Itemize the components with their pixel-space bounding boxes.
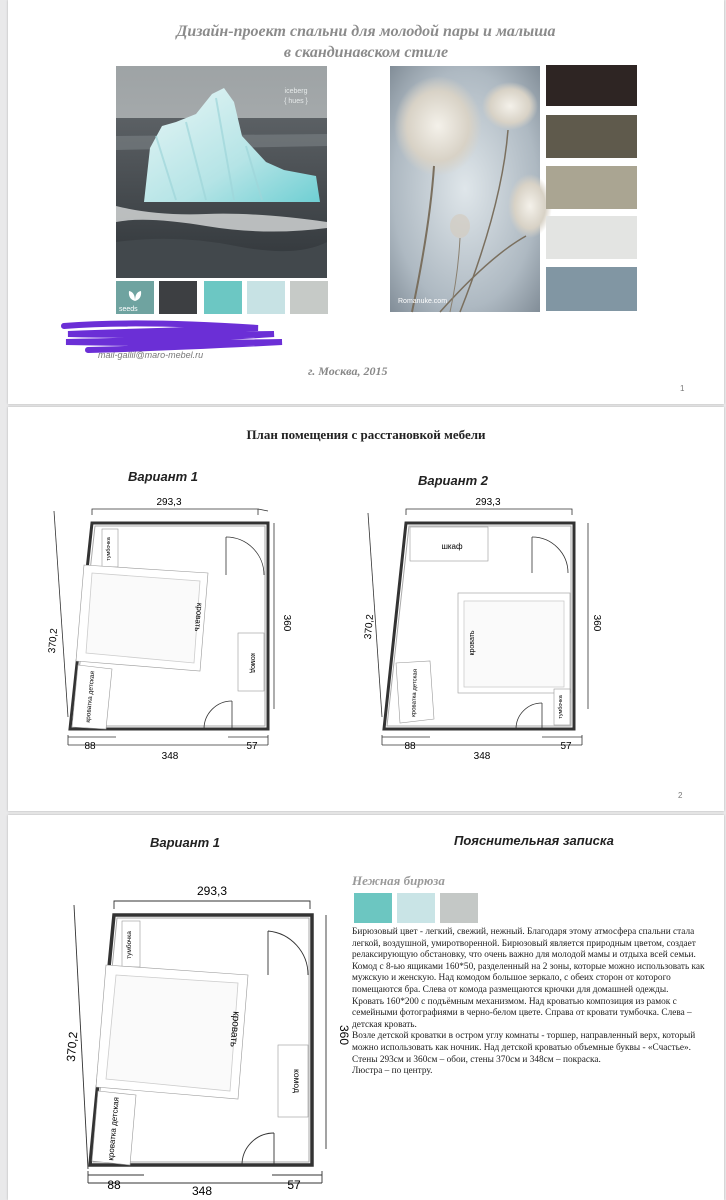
bed-label: кровать [192,602,205,632]
note-paragraph: Кровать 160*200 с подъёмным механизмом. Над кроватью композиция из рамок с семейными фотографиями в черно-белом цвете. Справа от кровати тумбочка. Слева – детская кровать. [352,996,692,1030]
note-swatch [397,893,435,923]
dresser-label: комод [292,1069,302,1093]
bed-label: кровать [469,630,476,656]
note-paragraph: Люстра – по центру. [352,1066,433,1077]
dim-bottom-left: 88 [404,741,416,752]
kids-bed-label: кроватка детская [106,1096,121,1161]
note-paragraph: Стены 293см и 360см – обои, стены 370см и 348см – покраска. [352,1054,601,1065]
variant-2-label: Вариант 2 [418,473,488,488]
color-scheme-title: Нежная бирюза [352,873,445,888]
project-title-line2: в скандинавском стиле [283,44,449,61]
hues-label: { hues } [284,98,308,105]
dim-bottom: 348 [161,751,179,762]
floor-plan-variant-1-large [64,879,354,1197]
palette-swatch [159,281,197,314]
note-swatch [440,893,478,923]
dim-top: 293,3 [156,497,182,508]
dim-bottom: 348 [473,751,491,762]
palette-swatch [204,281,242,314]
palette-swatch [546,115,637,158]
bed-label: кровать [227,1010,242,1048]
dim-bottom-left: 88 [84,741,96,752]
dim-bottom-left: 88 [107,1178,121,1192]
redacted-contact [58,318,288,366]
page-number: 1 [680,384,685,393]
wardrobe-label: шкаф [441,542,463,551]
photo-credit: Romanuke.com [398,298,448,305]
dim-bottom-right: 57 [287,1178,301,1192]
dim-bottom-right: 57 [246,741,258,752]
dim-top: 293,3 [196,884,228,898]
variant-1-label: Вариант 1 [128,469,198,484]
nightstand-label: тумбочка [558,695,564,719]
palette-swatch [290,281,328,314]
iceberg-photo [116,66,327,278]
nightstand-label: тумбочка [126,931,133,959]
kids-bed-label: кроватка детская [411,668,419,717]
dim-top: 293,3 [475,497,501,508]
project-title-line1: Дизайн-проект спальни для молодой пары и малыша [176,23,556,40]
note-swatch [354,893,392,923]
dim-bottom-right: 57 [560,741,572,752]
explanatory-note-text [352,927,716,1078]
dim-left: 370,2 [46,627,61,654]
palette-swatch [546,166,637,209]
dresser-label: комод [249,653,256,673]
note-paragraph: Возле детской кроватки в остром углу комнаты - торшер, направленный верх, который можно использовать как ночник. Над детской кроватью объемные буквы - «Счастье». [352,1031,696,1053]
slide-title [8,0,724,404]
dim-bottom: 348 [191,1184,213,1198]
slide-explanatory-note [8,815,724,1200]
note-paragraph: Бирюзовый цвет - легкий, свежий, нежный. Благодаря этому атмосфера спальни стала легкой, воздушной, умиротворенной. Бирюзовый является природным цветом, создает релаксирующую обстановку, что очень важно для молодой мамы и отдыха всей семьи. [352,927,696,961]
palette-swatch-seeds [116,281,154,314]
feather-grass-photo [390,66,540,312]
dim-right: 360 [337,1024,351,1046]
contact-email: mail-gallil@maro-mebel.ru [98,350,204,360]
floor-plan-variant-1 [46,493,292,763]
iceberg-label: iceberg [284,88,308,95]
floor-plan-variant-2 [360,493,600,763]
leaf-icon [116,281,154,314]
dim-left: 370,2 [362,613,377,640]
dim-right: 360 [281,614,292,632]
floor-plan-heading: План помещения с расстановкой мебели [246,427,486,442]
palette-swatch [546,216,637,259]
svg-text:seeds: seeds [119,306,138,313]
kids-bed-label: кроватка детская [84,670,97,723]
note-paragraph: Комод с 8-ью ящиками 160*50, разделенный на 2 зоны, которые можно использовать как мужскую и женскую. Над комодом большое зеркало, с обеих сторон от которого помещаются бра. Слева от комода размещаются крючки для домашней одежды. [352,961,705,995]
palette-swatch [247,281,285,314]
dim-left: 370,2 [63,1031,81,1063]
page-number: 2 [678,791,683,800]
palette-swatch [546,267,637,311]
slide-floor-plans [8,407,724,811]
city-year: г. Москва, 2015 [308,364,388,378]
nightstand-label: тумбочка [106,537,112,561]
palette-swatch [546,65,637,106]
note-title: Пояснительная записка [454,833,614,848]
variant-1-label: Вариант 1 [150,835,220,850]
dim-right: 360 [591,614,602,632]
